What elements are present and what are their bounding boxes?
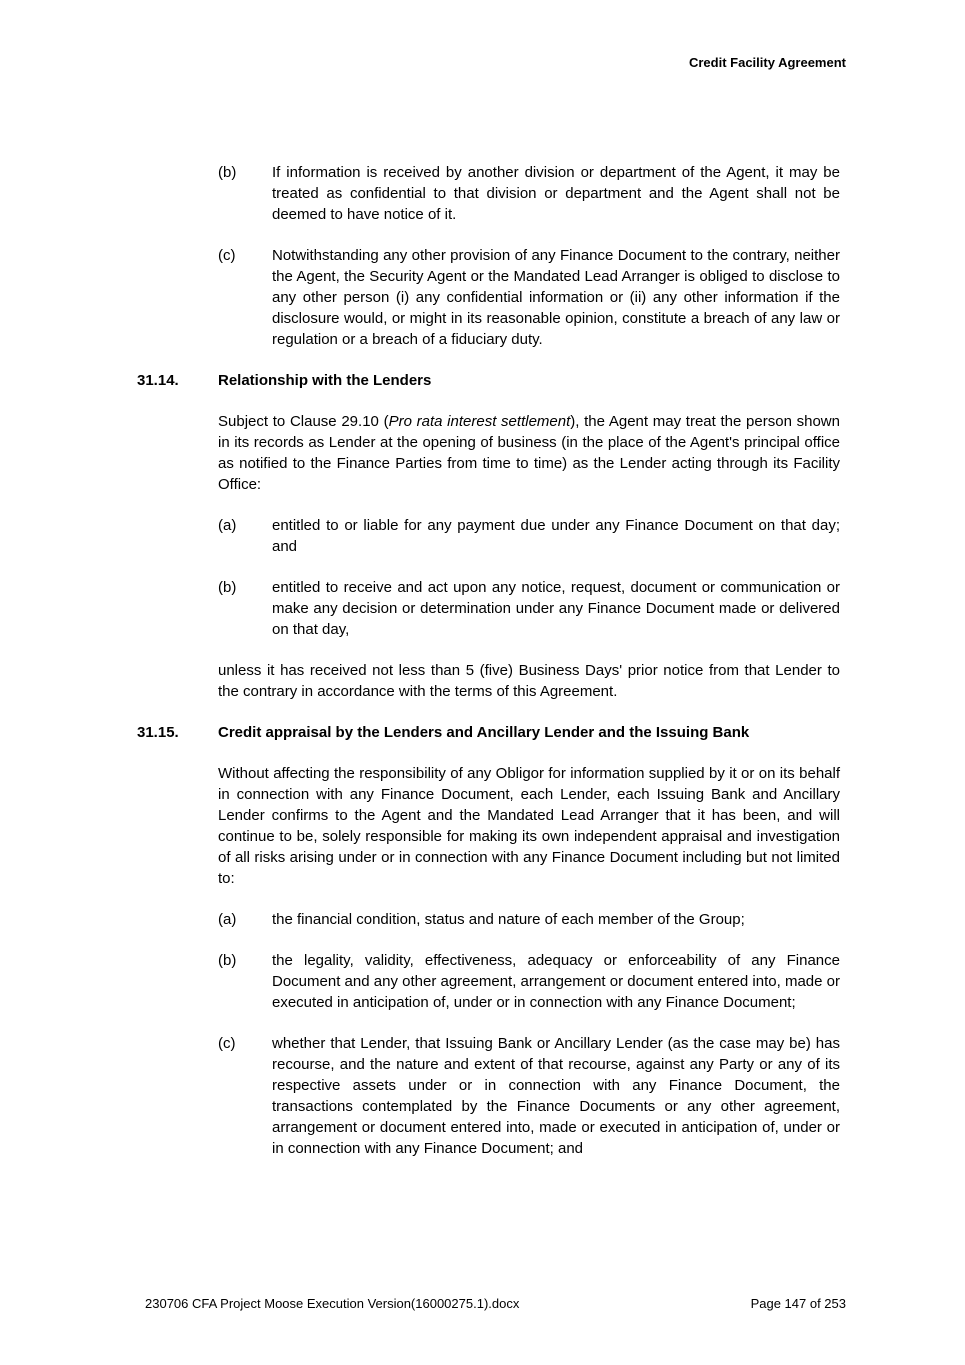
footer-filename: 230706 CFA Project Moose Execution Version(16000275.1).docx xyxy=(145,1296,520,1311)
section-number: 31.14. xyxy=(137,372,179,389)
clause-text: whether that Lender, that Issuing Bank or Ancillary Lender (as the case may be) has recourse, and the nature and extent of that recourse, against any Party or any of its respective assets under or in connection with any Finance Document, the transactions contemplated by the Finance Documents or any other agreement, arrangement or document entered into, made or executed in anticipation of, under or in connection with any Finance Document; and xyxy=(272,1035,840,1157)
clause-item xyxy=(218,245,840,350)
clause-marker: (b) xyxy=(218,952,237,969)
paragraph-text: Without affecting the responsibility of any Obligor for information supplied by it or on its behalf in connection with any Finance Document, each Lender, each Issuing Bank and Ancillary Lender confirms to the Agent and the Mandated Lead Arranger that it has been, and will continue to be, solely responsible for making its own independent appraisal and investigation of all risks arising under or in connection with any Finance Document including but not limited to: xyxy=(218,765,840,887)
section-title: Credit appraisal by the Lenders and Ancillary Lender and the Issuing Bank xyxy=(218,724,750,741)
clause-item xyxy=(218,162,840,225)
paragraph-run: Subject to Clause 29.10 ( xyxy=(218,413,389,430)
page-header xyxy=(0,55,846,71)
section-title: Relationship with the Lenders xyxy=(218,372,432,389)
clause-item xyxy=(218,1033,840,1159)
clause-text: Notwithstanding any other provision of any Finance Document to the contrary, neither the Agent, the Security Agent or the Mandated Lead Arranger is obliged to disclose to any other person (i) any confidential information or (ii) any other information if the disclosure would, or might in its reasonable opinion, constitute a breach of any law or regulation or a breach of a fiduciary duty. xyxy=(272,247,840,348)
paragraph-run-italic: Pro rata interest settlement xyxy=(388,413,571,430)
clause-text: the financial condition, status and nature of each member of the Group; xyxy=(272,911,745,928)
clause-text: entitled to receive and act upon any notice, request, document or communication or make any decision or determination under any Finance Document made or delivered on that day, xyxy=(272,579,840,638)
footer-page-number: Page 147 of 253 xyxy=(750,1296,846,1311)
clause-text: the legality, validity, effectiveness, adequacy or enforceability of any Finance Document and any other agreement, arrangement or document entered into, made or executed in anticipation of, under or in connection with any Finance Document; xyxy=(272,952,840,1011)
clause-item xyxy=(218,515,840,557)
clause-item xyxy=(218,950,840,1013)
clause-text: If information is received by another division or department of the Agent, it may be treated as confidential to that division or department and the Agent shall not be deemed to have notice of it. xyxy=(272,164,840,223)
section-number: 31.15. xyxy=(137,724,179,741)
section-heading xyxy=(137,370,840,391)
clause-marker: (a) xyxy=(218,517,237,534)
clause-item xyxy=(218,577,840,640)
clause-marker: (c) xyxy=(218,247,236,264)
clause-marker: (b) xyxy=(218,579,237,596)
document-content xyxy=(137,162,840,1179)
page-footer xyxy=(145,1296,846,1312)
paragraph xyxy=(218,411,840,495)
paragraph-run: ), the Agent may treat the person shown in its records as Lender at the opening of business (in the place of the Agent's principal office as notified to the Finance Parties from time to time) as the Lender acting through its Facility Office: xyxy=(218,413,840,493)
paragraph xyxy=(218,763,840,889)
clause-marker: (c) xyxy=(218,1035,236,1052)
paragraph xyxy=(218,660,840,702)
clause-item xyxy=(218,909,840,930)
header-title: Credit Facility Agreement xyxy=(688,55,846,70)
clause-marker: (a) xyxy=(218,911,237,928)
section-heading xyxy=(137,722,840,743)
clause-text: entitled to or liable for any payment due under any Finance Document on that day; and xyxy=(272,517,840,555)
paragraph-text: unless it has received not less than 5 (five) Business Days' prior notice from that Lender to the contrary in accordance with the terms of this Agreement. xyxy=(218,662,840,700)
clause-marker: (b) xyxy=(218,164,237,181)
